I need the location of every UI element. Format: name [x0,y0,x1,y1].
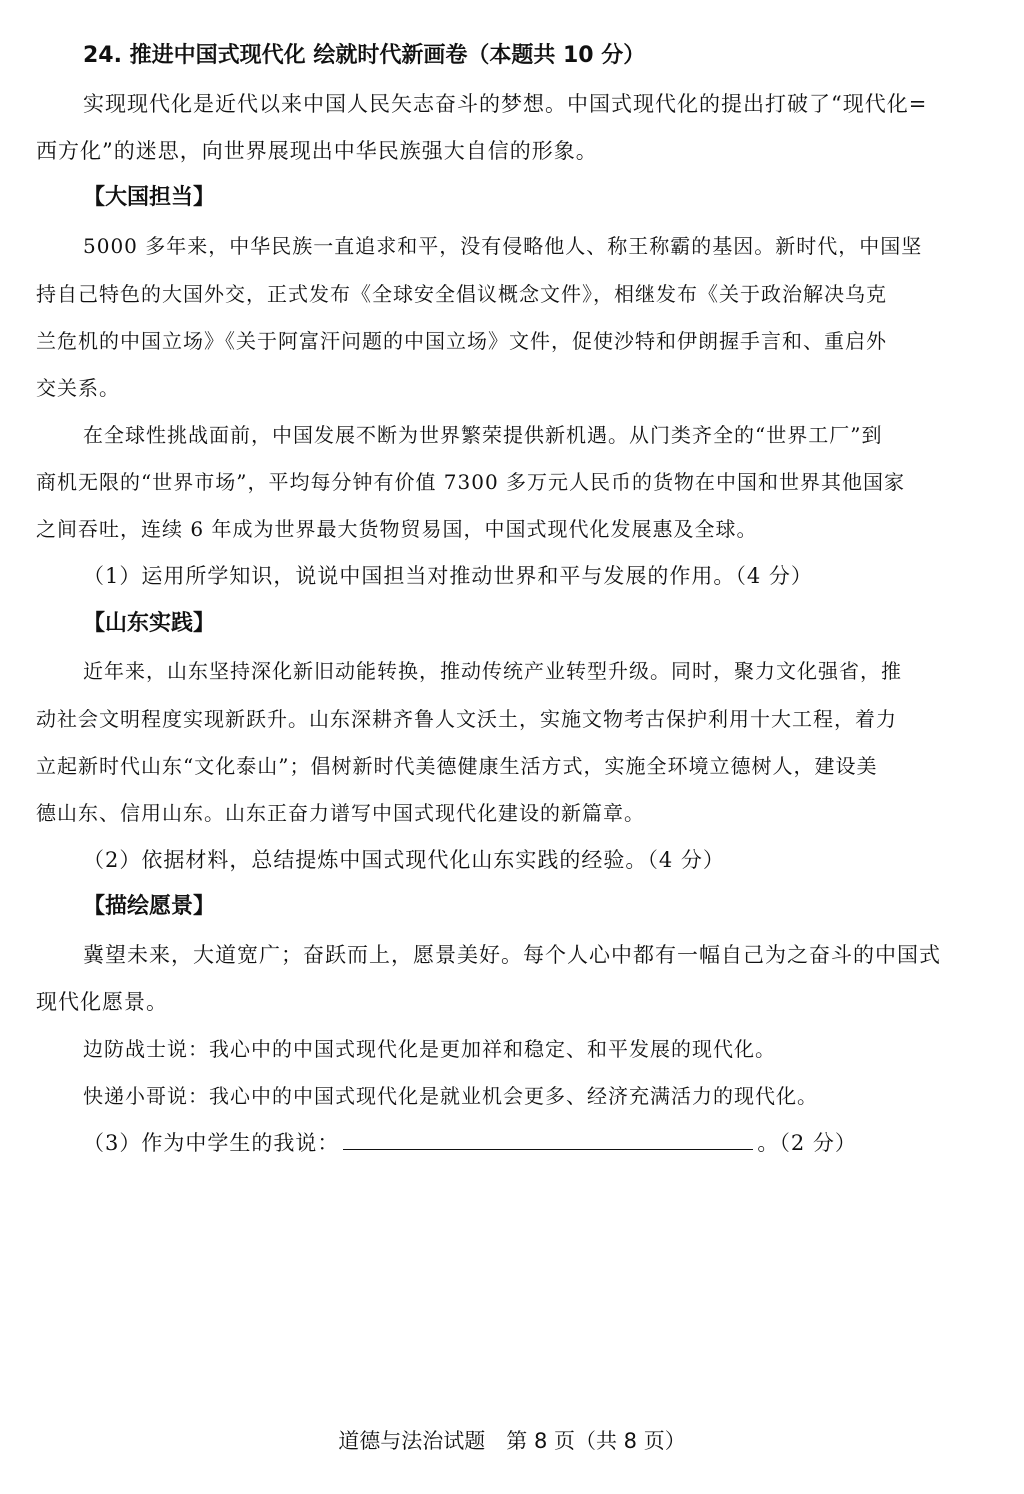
section1-para1-line-2: 持自己特色的大国外交，正式发布《全球安全倡议概念文件》，相继发布《关于政治解决乌克 [36,282,887,306]
section3-line-2: 现代化愿景。 [36,990,168,1014]
section2-line-3: 立起新时代山东“文化泰山”；倡树新时代美德健康生活方式，实施全环境立德树人，建设美 [36,754,878,778]
question-number: 24. [83,43,122,68]
section1-para1-line-4: 交关系。 [36,376,120,400]
section2-line-2: 动社会文明程度实现新跃升。山东深耕齐鲁人文沃土，实施文物考古保护利用十大工程，着力 [36,707,897,731]
section2-line-4: 德山东、信用山东。山东正奋力谱写中国式现代化建设的新篇章。 [36,801,645,825]
question-1: （1）运用所学知识，说说中国担当对推动世界和平与发展的作用。（4 分） [83,564,813,588]
section2-line-1: 近年来，山东坚持深化新旧动能转换，推动传统产业转型升级。同时，聚力文化强省，推 [83,659,902,683]
question-3 [83,1127,988,1159]
section1-para2-line-1: 在全球性挑战面前，中国发展不断为世界繁荣提供新机遇。从门类齐全的“世界工厂”到 [83,423,883,447]
question-title [83,40,988,72]
section-heading-major-country: 【大国担当】 [83,185,216,210]
answer-blank[interactable] [343,1127,753,1150]
section1-para1-line-3: 兰危机的中国立场》《关于阿富汗问题的中国立场》文件，促使沙特和伊朗握手言和、重启外 [36,329,887,353]
question-2: （2）依据材料，总结提炼中国式现代化山东实践的经验。（4 分） [83,848,725,872]
section3-line-1: 冀望未来，大道宽广；奋跃而上，愿景美好。每个人心中都有一幅自己为之奋斗的中国式 [83,943,941,967]
quote-border-soldier: 边防战士说：我心中的中国式现代化是更加祥和稳定、和平发展的现代化。 [83,1037,776,1061]
question-3-suffix: 。（2 分） [757,1131,857,1155]
question-title-text: 推进中国式现代化 绘就时代新画卷（本题共 10 分） [129,43,646,68]
page-footer: 道德与法治试题 第 8 页（共 8 页） [338,1429,686,1453]
section1-para2-line-2: 商机无限的“世界市场”，平均每分钟有价值 7300 多万元人民币的货物在中国和世界其他国家 [36,470,906,494]
section-heading-vision: 【描绘愿景】 [83,894,216,919]
section1-para2-line-3: 之间吞吐，连续 6 年成为世界最大货物贸易国，中国式现代化发展惠及全球。 [36,517,758,541]
quote-courier: 快递小哥说：我心中的中国式现代化是就业机会更多、经济充满活力的现代化。 [83,1084,818,1108]
intro-line-1: 实现现代化是近代以来中国人民矢志奋斗的梦想。中国式现代化的提出打破了“现代化= [83,92,928,116]
section1-para1-line-1: 5000 多年来，中华民族一直追求和平，没有侵略他人、称王称霸的基因。新时代，中国坚 [83,234,923,258]
section-heading-shandong: 【山东实践】 [83,611,216,636]
intro-line-2: 西方化”的迷思，向世界展现出中华民族强大自信的形象。 [36,139,598,163]
question-3-prefix: （3）作为中学生的我说： [83,1131,340,1155]
